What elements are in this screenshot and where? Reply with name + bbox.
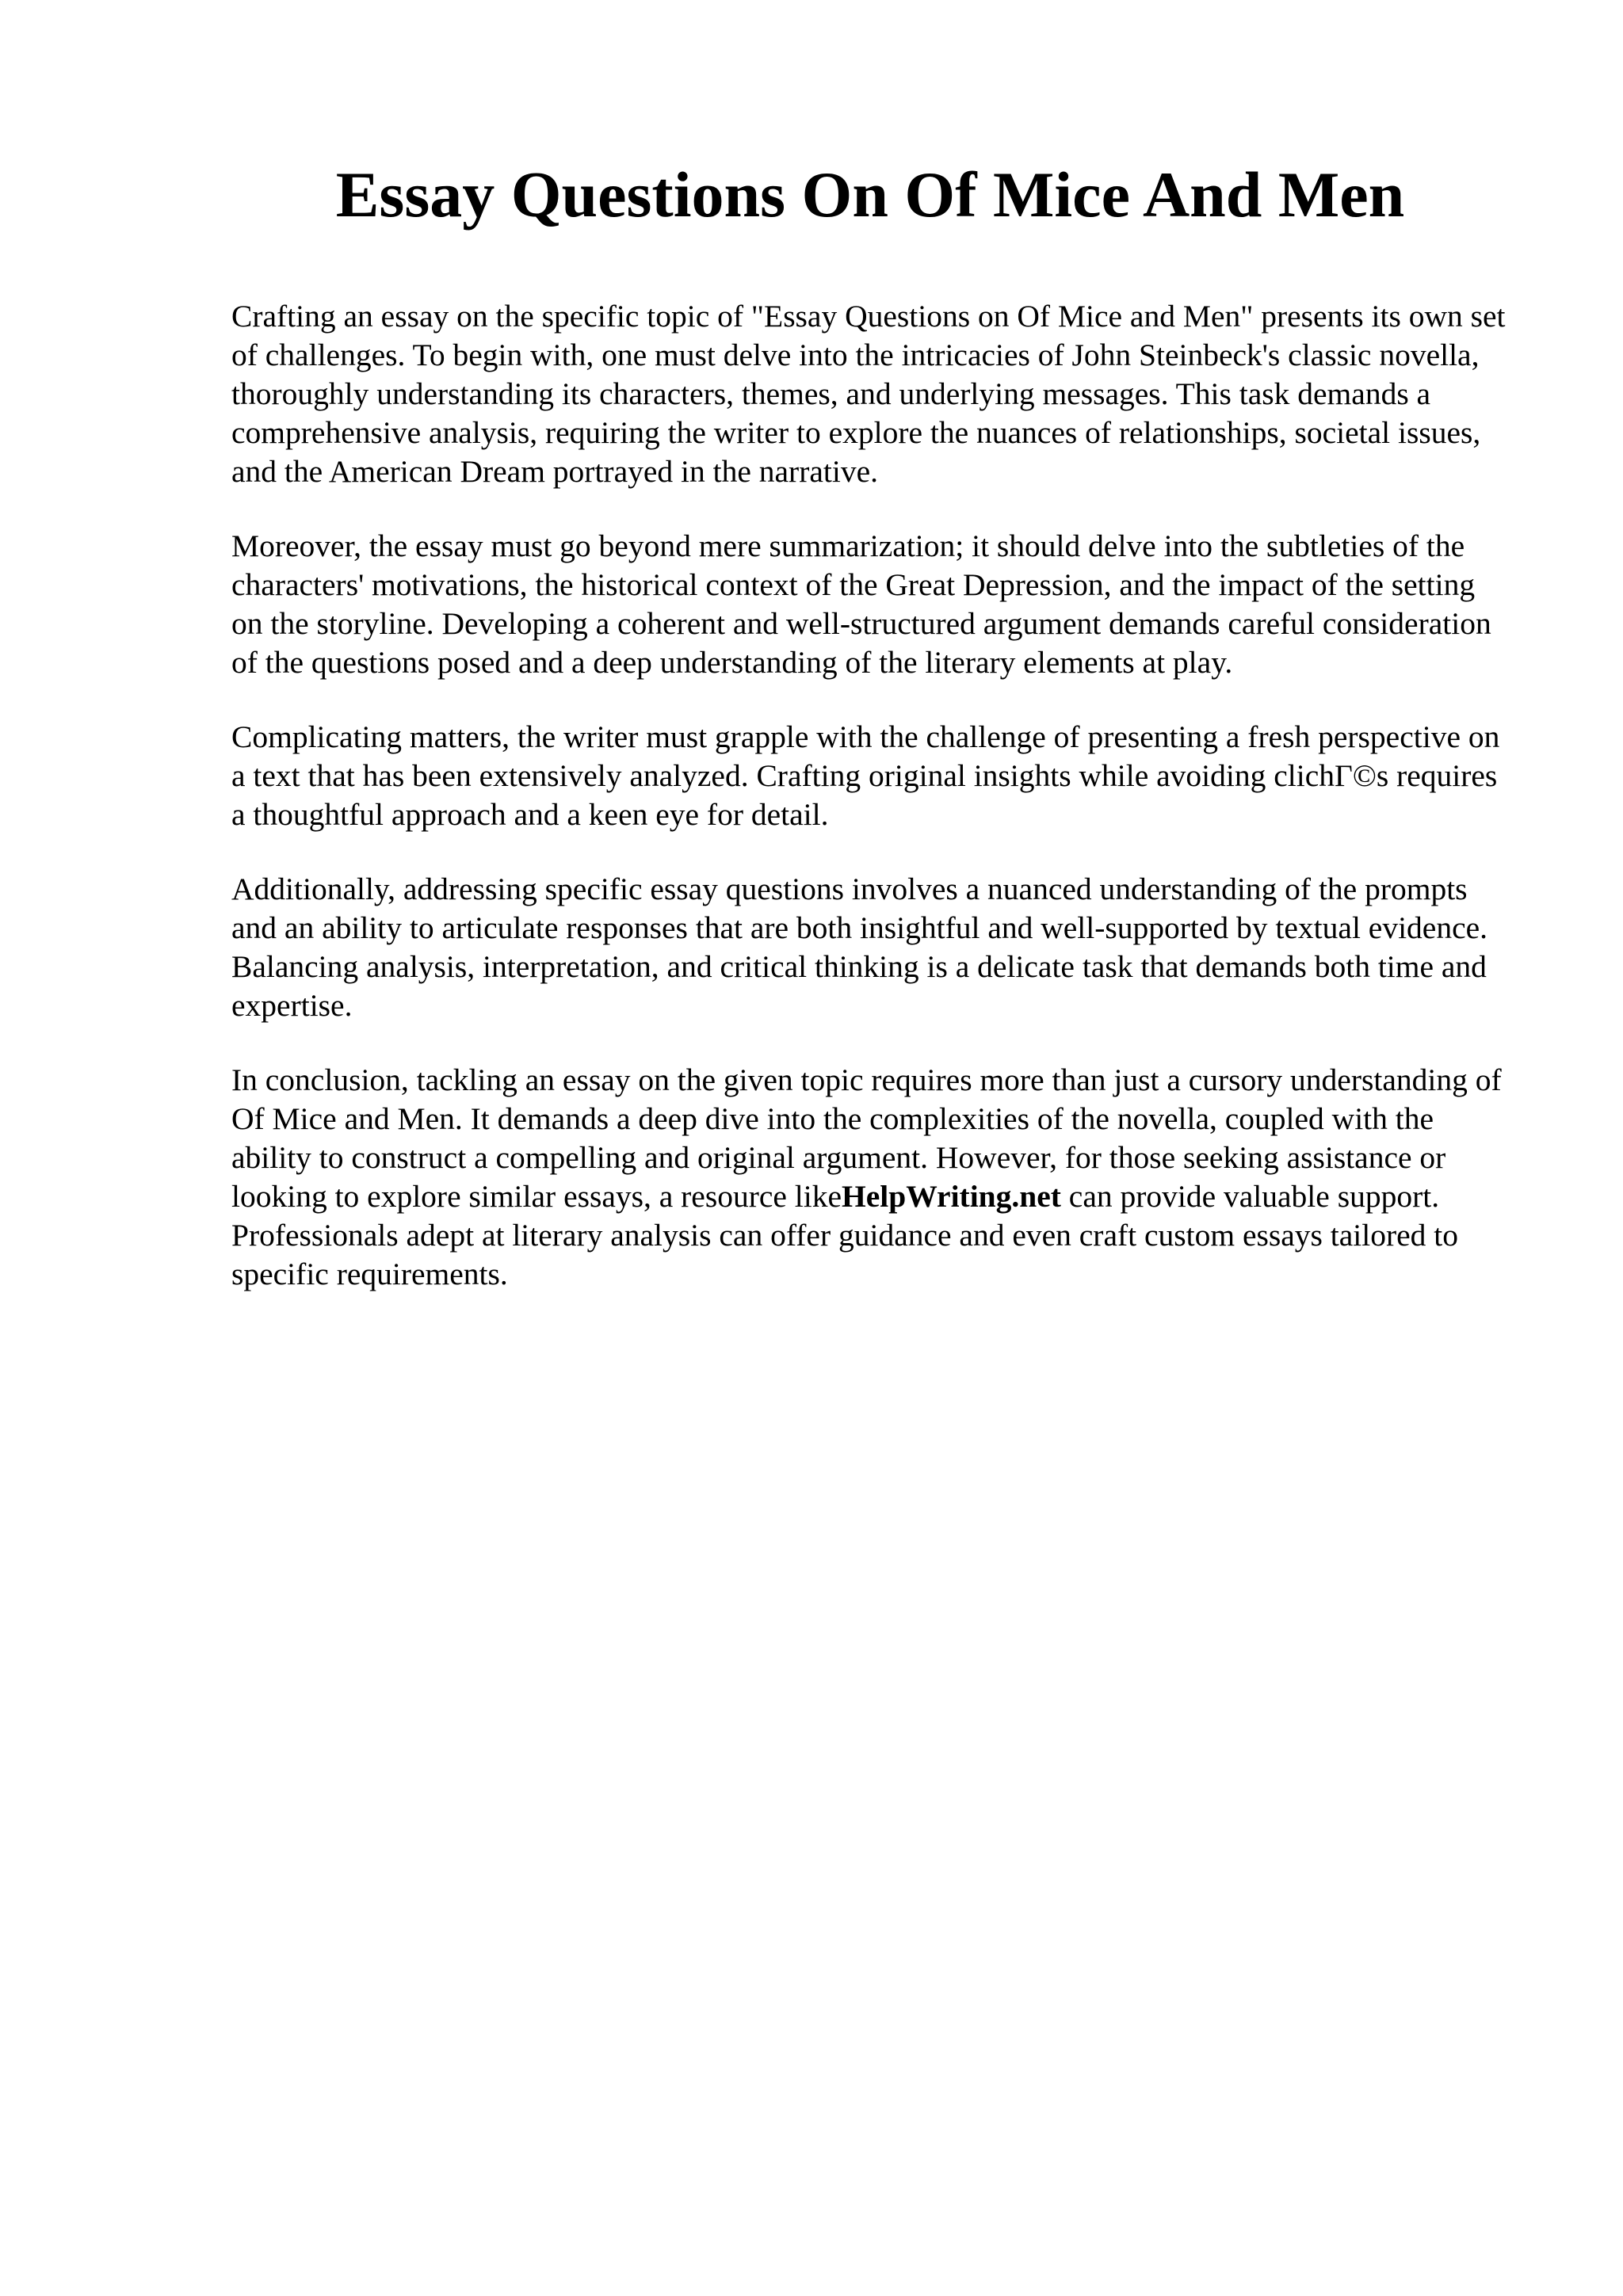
- paragraph-analysis: Moreover, the essay must go beyond mere summarization; it should delve into the subtleties of the characters' motivations, the historical context of the Great Depression, and the impact of the setting on the storyline. Developing a coherent and well-structured argument demands careful consideration of the questions posed and a deep understanding of the literary elements at play.: [231, 528, 1491, 680]
- paragraph-complications: Complicating matters, the writer must grapple with the challenge of presenting a fresh perspective on a text that has been extensively analyzed. Crafting original insights while avoiding clichΓ©s requires a thoughtful approach and a keen eye for detail.: [231, 719, 1500, 832]
- conclusion-text-start: In conclusion, tackling an essay on the given topic requires more than just a cursory understanding of Of Mice and Men. It demands a deep dive into the complexities of the novella, coupled with the ability to construct a compelling and original argument. However, for those seeking assistance or looking to explore similar essays, a resource like: [231, 1062, 1502, 1214]
- paragraph-intro: Crafting an essay on the specific topic of "Essay Questions on Of Mice and Men" presents its own set of challenges. To begin with, one must delve into the intricacies of John Steinbeck's classic novella, thoroughly understanding its characters, themes, and underlying messages. This task demands a comprehensive analysis, requiring the writer to explore the nuances of relationships, societal issues, and the American Dream portrayed in the narrative.: [231, 299, 1506, 489]
- brand-name: HelpWriting.net: [842, 1179, 1061, 1214]
- document-body: [231, 297, 1507, 1329]
- paragraph-conclusion: [231, 1061, 1507, 1294]
- paragraph-questions: Additionally, addressing specific essay questions involves a nuanced understanding of the prompts and an ability to articulate responses that are both insightful and well-supported by textual evidence. Balancing analysis, interpretation, and critical thinking is a delicate task that demands both time and expertise.: [231, 871, 1488, 1023]
- conclusion-text-end: can provide valuable support. Professionals adept at literary analysis can offer guidance and even craft custom essays tailored to specific requirements.: [231, 1179, 1459, 1291]
- document-title: Essay Questions On Of Mice And Men: [335, 158, 1405, 231]
